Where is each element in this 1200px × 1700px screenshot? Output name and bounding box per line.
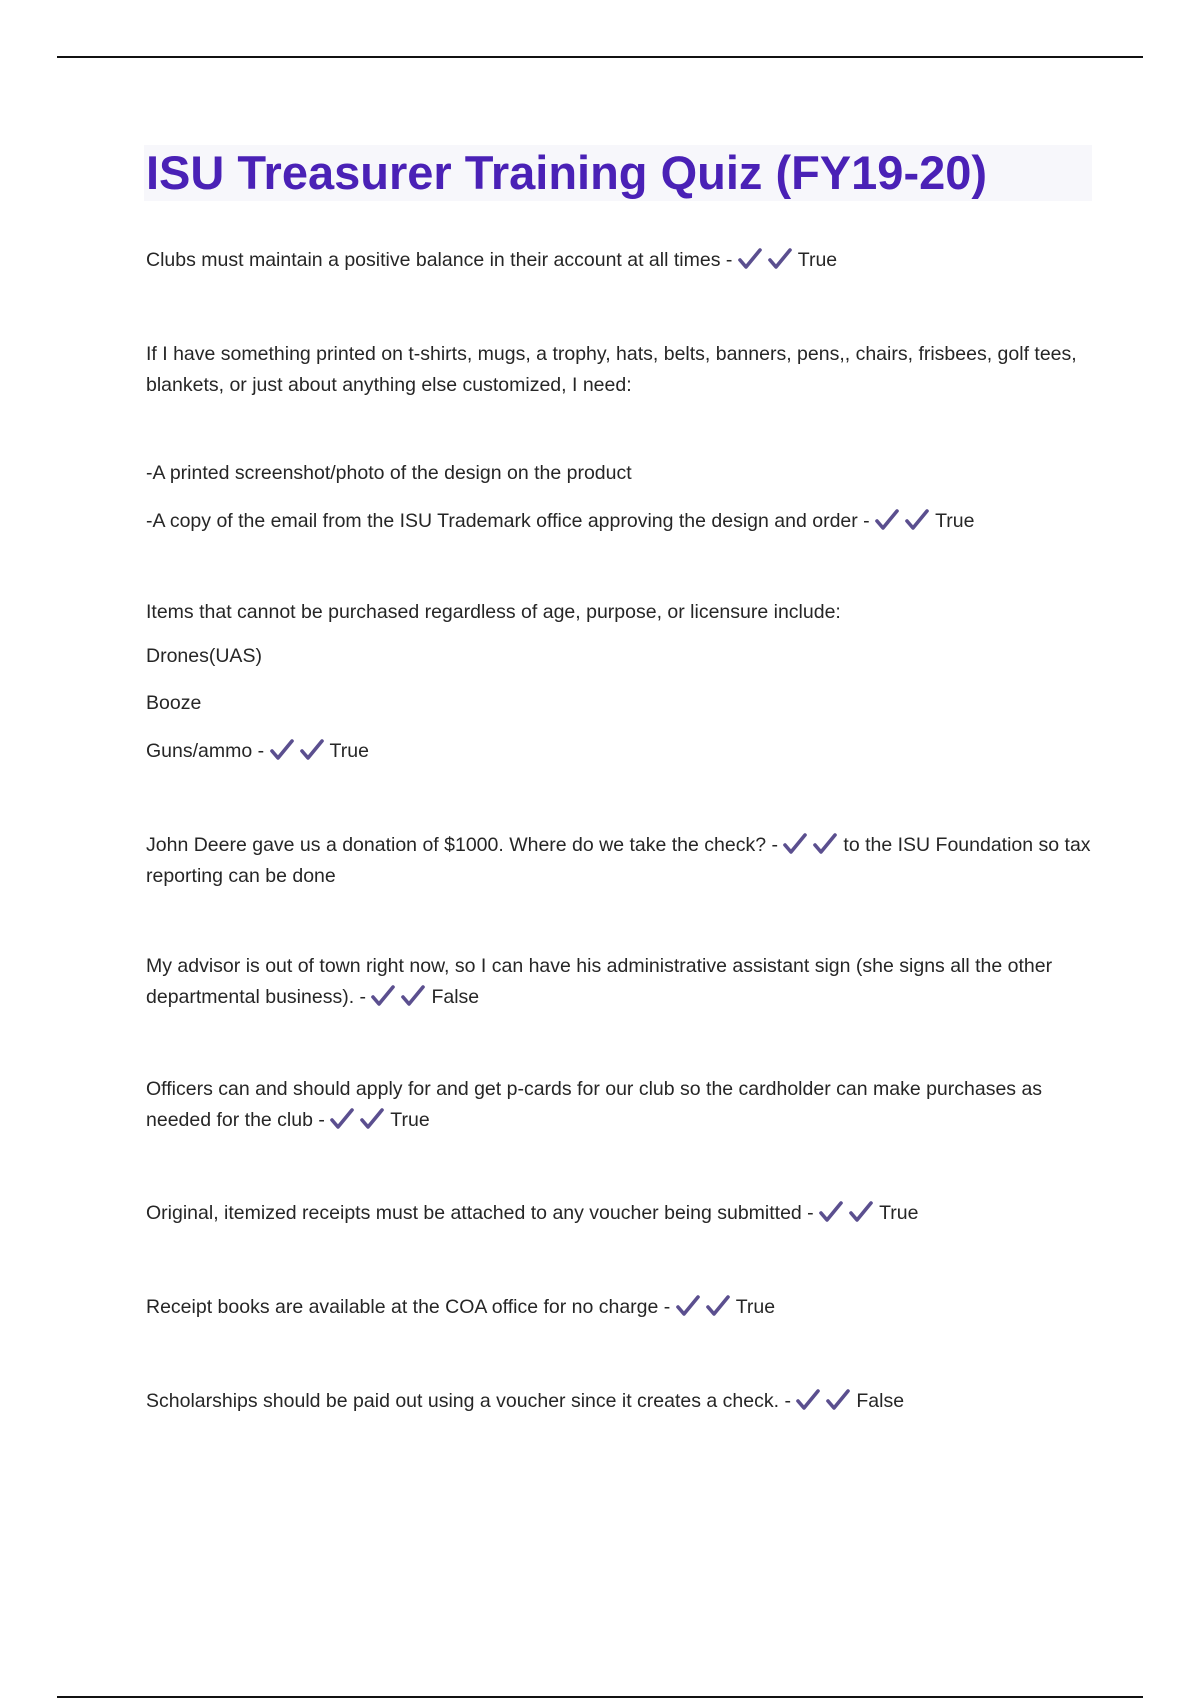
qa-item <box>146 506 1096 537</box>
answer-checkmarks <box>330 1105 390 1136</box>
question-text: -A copy of the email from the ISU Trademark office approving the design and order - <box>146 510 876 532</box>
question-text: Receipt books are available at the COA office for no charge - <box>146 1296 676 1318</box>
question-text: Items that cannot be purchased regardless of age, purpose, or licensure include: <box>146 601 841 623</box>
check-icon <box>371 985 395 1007</box>
check-icon <box>706 1295 730 1317</box>
qa-item <box>146 830 1096 892</box>
question-text: Guns/ammo - <box>146 740 270 762</box>
check-icon <box>270 739 294 761</box>
question-text: John Deere gave us a donation of $1000. Where do we take the check? - <box>146 834 784 856</box>
check-icon <box>401 985 425 1007</box>
question-text: Drones(UAS) <box>146 645 262 667</box>
qa-item <box>146 597 1096 628</box>
qa-item <box>146 245 1096 276</box>
question-text: Scholarships should be paid out using a voucher since it creates a check. - <box>146 1390 797 1412</box>
qa-item <box>146 951 1096 1013</box>
qa-item <box>146 458 1096 489</box>
qa-item <box>146 1292 1096 1323</box>
answer-checkmarks <box>738 245 798 276</box>
check-icon <box>875 509 899 531</box>
check-icon <box>819 1201 843 1223</box>
qa-item <box>146 1074 1096 1136</box>
question-text: -A printed screenshot/photo of the design on the product <box>146 462 632 484</box>
qa-item <box>146 339 1096 401</box>
check-icon <box>676 1295 700 1317</box>
answer-checkmarks <box>796 1386 856 1417</box>
check-icon <box>330 1108 354 1130</box>
check-icon <box>813 833 837 855</box>
qa-item <box>146 641 1096 672</box>
answer-text: True <box>879 1202 919 1224</box>
answer-text: True <box>797 249 838 271</box>
answer-text: True <box>390 1109 430 1131</box>
check-icon <box>783 833 807 855</box>
answer-checkmarks <box>819 1198 879 1229</box>
check-icon <box>905 509 929 531</box>
check-icon <box>768 248 792 270</box>
check-icon <box>796 1389 820 1411</box>
answer-checkmarks <box>783 830 843 861</box>
question-text: My advisor is out of town right now, so I can have his administrative assistant sign (she signs all the other departmental business). - <box>146 955 1053 1008</box>
bottom-divider <box>57 1696 1143 1698</box>
qa-item <box>146 1386 1096 1417</box>
qa-item <box>146 688 1096 719</box>
answer-text: True <box>935 510 975 532</box>
check-icon <box>849 1201 873 1223</box>
answer-text: True <box>735 1296 776 1318</box>
check-icon <box>360 1108 384 1130</box>
check-icon <box>300 739 324 761</box>
answer-checkmarks <box>676 1292 736 1323</box>
check-icon <box>738 248 762 270</box>
question-text: Booze <box>146 692 202 714</box>
question-text: If I have something printed on t-shirts, mugs, a trophy, hats, belts, banners, pens,, chairs, frisbees, golf tees, blankets, or just about anything else customized, I need: <box>146 343 1077 396</box>
question-text: Officers can and should apply for and get p-cards for our club so the cardholder can make purchases as needed for the club - <box>146 1078 1043 1131</box>
answer-checkmarks <box>270 736 330 767</box>
answer-checkmarks <box>875 506 935 537</box>
qa-item <box>146 736 1096 767</box>
answer-checkmarks <box>371 982 431 1013</box>
answer-text: to the ISU Foundation so tax reporting can be done <box>146 834 1091 887</box>
top-divider <box>57 56 1143 58</box>
document-title: ISU Treasurer Training Quiz (FY19-20) <box>146 146 988 199</box>
check-icon <box>826 1389 850 1411</box>
answer-text: False <box>856 1390 905 1412</box>
answer-text: False <box>431 986 480 1008</box>
qa-item <box>146 1198 1096 1229</box>
question-text: Clubs must maintain a positive balance in their account at all times - <box>146 249 738 271</box>
answer-text: True <box>329 740 369 762</box>
question-text: Original, itemized receipts must be attached to any voucher being submitted - <box>146 1202 820 1224</box>
